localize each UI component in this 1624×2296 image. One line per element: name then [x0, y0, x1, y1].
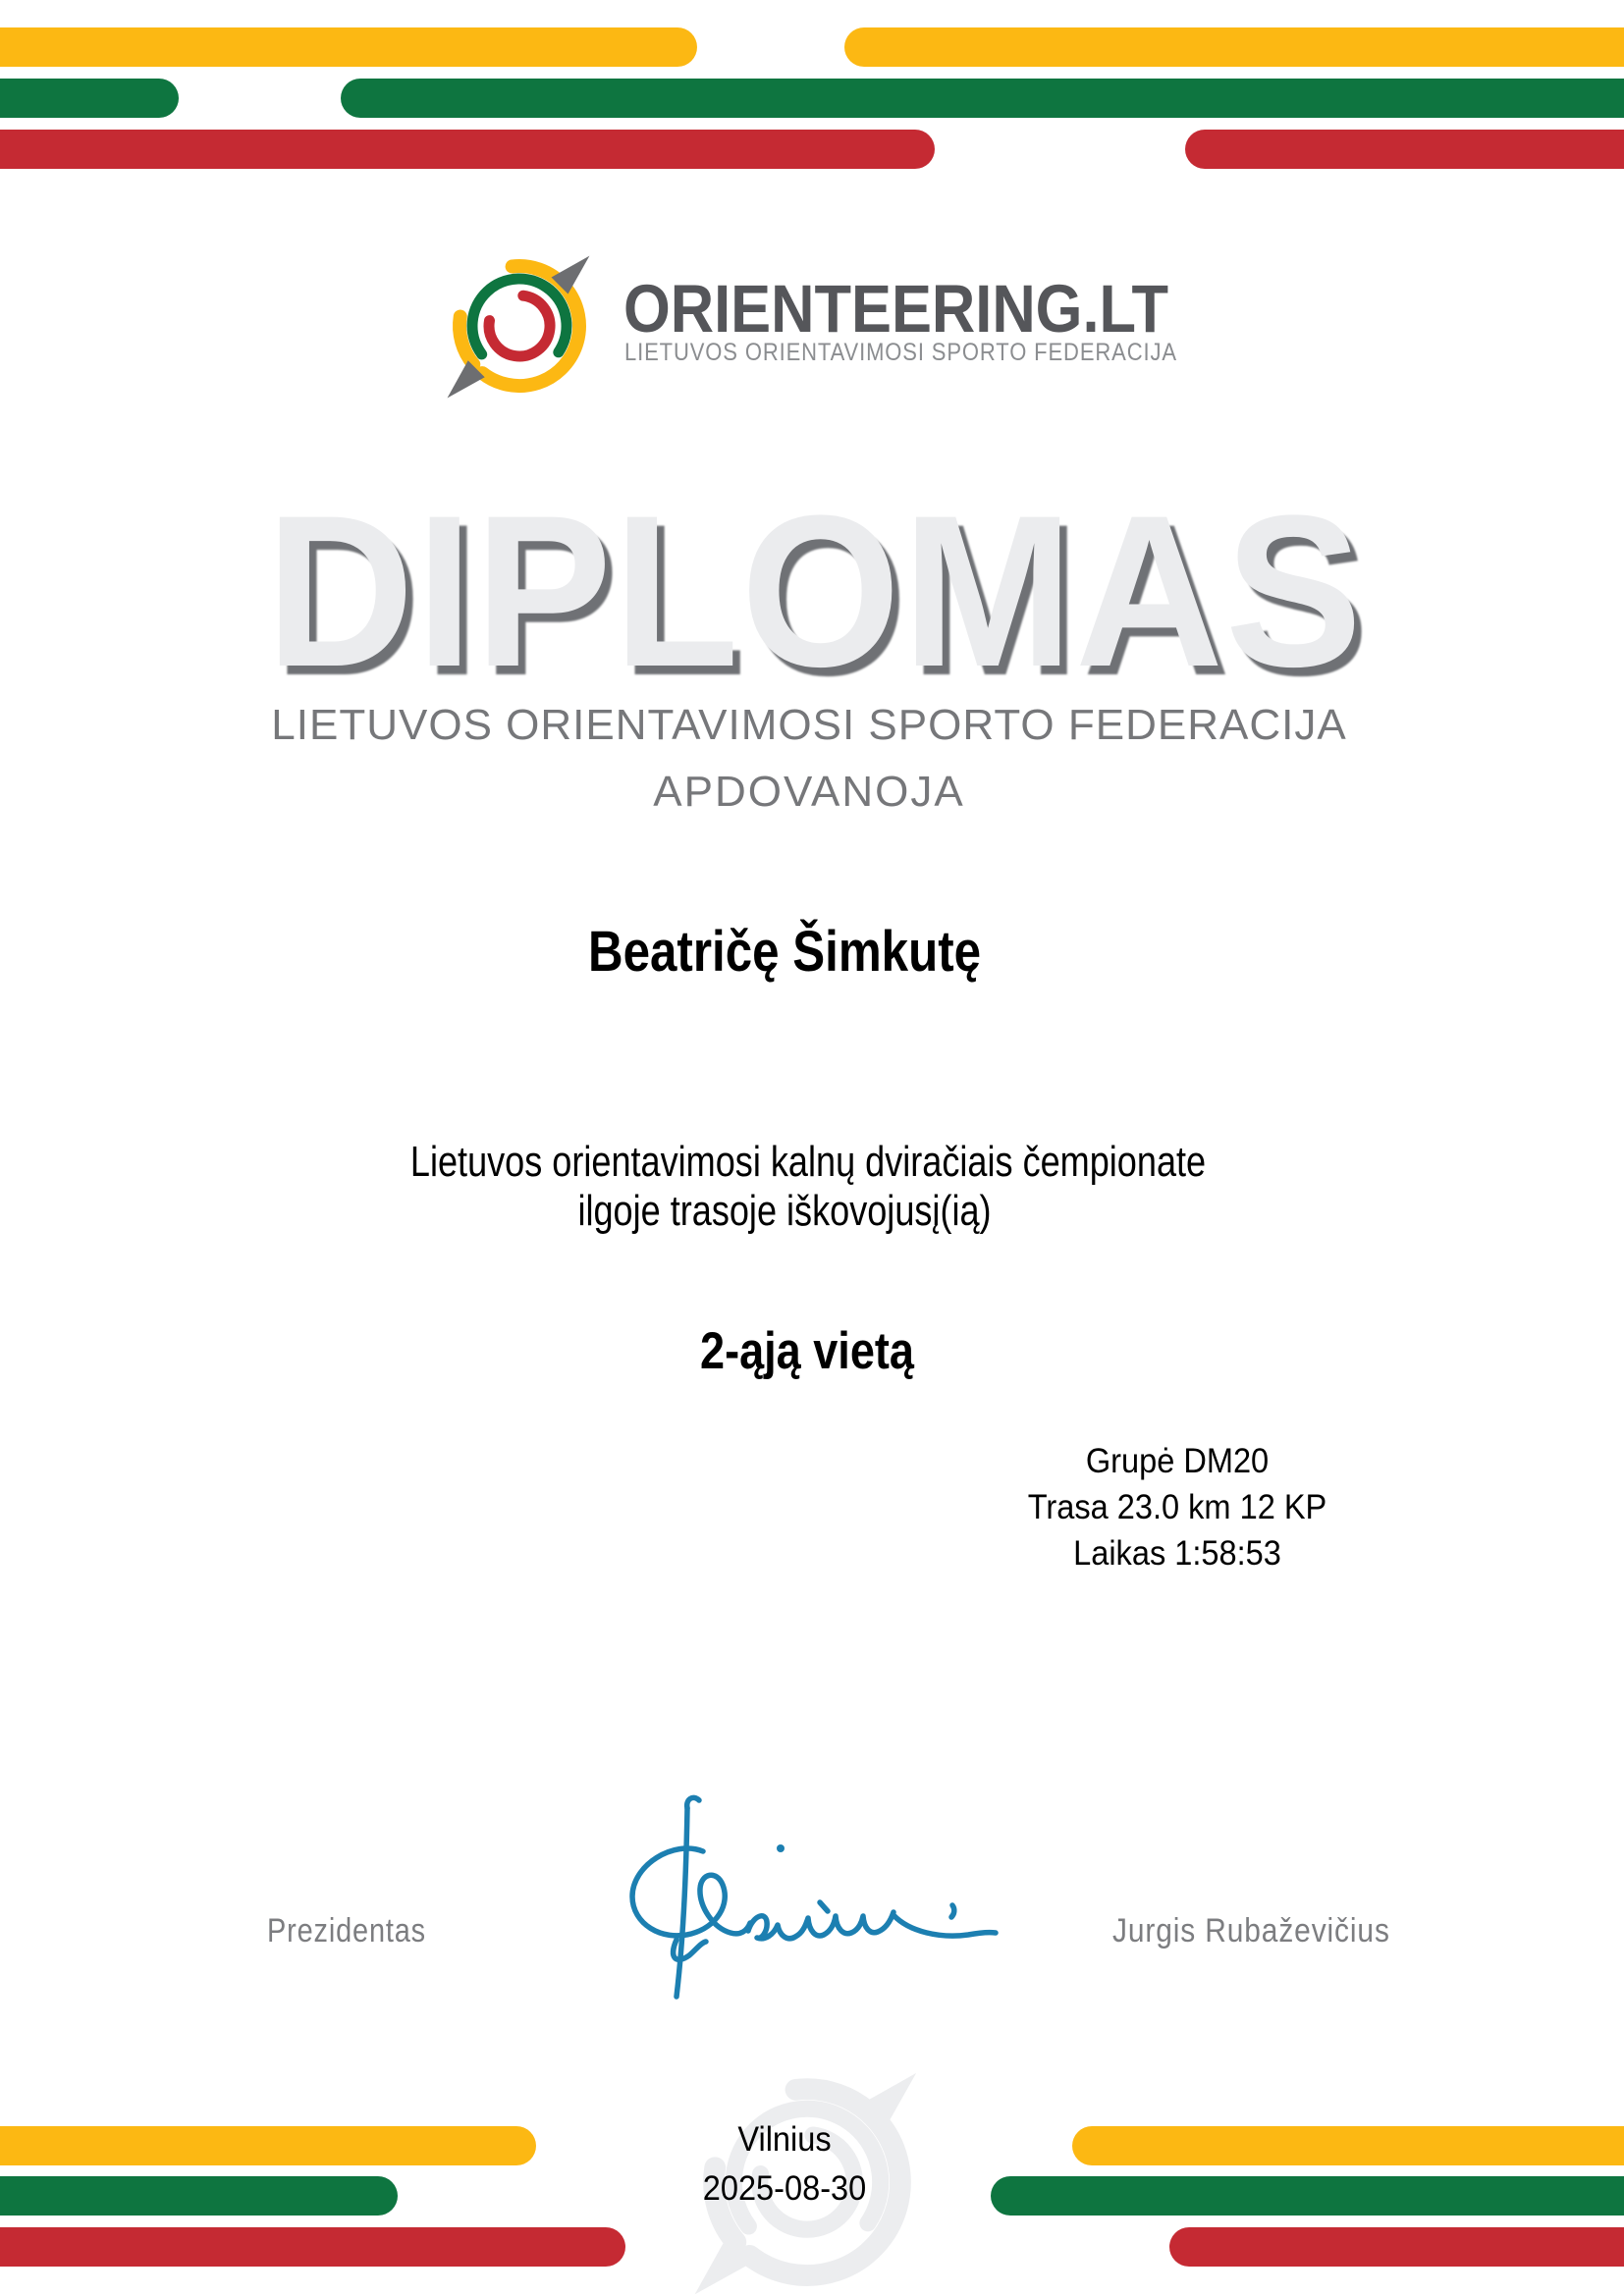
bottom-stripe-red-left — [0, 2227, 625, 2267]
bottom-stripe-yellow-left — [0, 2126, 536, 2165]
top-stripe-green-left — [0, 79, 179, 118]
compass-icon — [406, 213, 632, 439]
result-time-line: Laikas 1:58:53 — [1073, 1534, 1281, 1573]
bottom-stripe-green-left — [0, 2176, 398, 2216]
awards-subtitle-line: APDOVANOJA — [653, 768, 965, 816]
top-stripe-yellow-left — [0, 27, 697, 67]
president-name: Jurgis Rubaževičius — [1112, 1912, 1390, 1949]
bottom-stripe-green-right — [991, 2176, 1624, 2216]
result-group-line: Grupė DM20 — [1085, 1442, 1270, 1480]
bottom-stripe-red-right — [1169, 2227, 1624, 2267]
president-role-label: Prezidentas — [267, 1912, 426, 1949]
top-stripe-red-right — [1185, 130, 1624, 169]
placement-text: 2-ąją vietą — [700, 1322, 914, 1380]
footer-city: Vilnius — [737, 2120, 832, 2159]
result-details — [1016, 1438, 1337, 1576]
top-stripe-green-right — [341, 79, 1624, 118]
footer-date: 2025-08-30 — [702, 2169, 867, 2208]
logo-brand-text: ORIENTEERING.LT — [623, 271, 1168, 347]
bottom-stripe-yellow-right — [1072, 2126, 1624, 2165]
diploma-title: DIPLOMAS — [265, 470, 1365, 712]
result-course-line: Trasa 23.0 km 12 KP — [1027, 1488, 1327, 1526]
president-signature-icon — [617, 1792, 1000, 2013]
top-stripe-red-left — [0, 130, 935, 169]
logo-subtitle-text: LIETUVOS ORIENTAVIMOSI SPORTO FEDERACIJA — [624, 339, 1177, 366]
event-description-line1: Lietuvos orientavimosi kalnų dviračiais čempionate — [409, 1138, 1207, 1186]
recipient-name: Beatričę Šimkutę — [587, 920, 982, 984]
event-description-line2: ilgoje trasoje iškovojusį(ią) — [577, 1187, 992, 1235]
top-stripe-yellow-right — [844, 27, 1624, 67]
federation-subtitle-line: LIETUVOS ORIENTAVIMOSI SPORTO FEDERACIJA — [271, 701, 1347, 749]
